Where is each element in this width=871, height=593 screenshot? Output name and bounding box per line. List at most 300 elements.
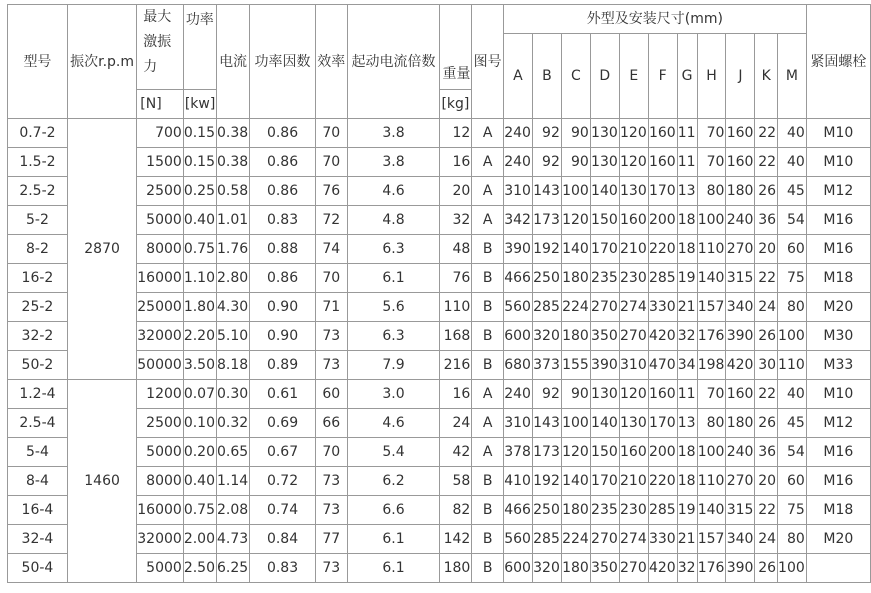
cell-dim-m: 75: [778, 264, 807, 293]
cell-power: 2.20: [183, 322, 216, 351]
cell-power: 1.80: [183, 293, 216, 322]
cell-start-ratio: 6.3: [347, 322, 440, 351]
cell-dim-a: 310: [503, 409, 532, 438]
table-row: [8, 467, 871, 496]
cell-dim-m: 40: [778, 119, 807, 148]
cell-dim-a: 600: [503, 322, 532, 351]
cell-dim-g: 19: [677, 264, 697, 293]
cell-start-ratio: 7.9: [347, 351, 440, 380]
cell-dim-j: 340: [726, 525, 755, 554]
cell-dim-k: 26: [755, 409, 778, 438]
cell-dim-k: 20: [755, 235, 778, 264]
cell-dim-j: 340: [726, 293, 755, 322]
cell-dim-m: 60: [778, 467, 807, 496]
cell-power: 0.40: [183, 467, 216, 496]
cell-force: 1200: [137, 380, 184, 409]
cell-bolt: M18: [806, 496, 870, 525]
cell-dim-b: 373: [532, 351, 561, 380]
cell-force: 2500: [137, 177, 184, 206]
cell-dim-b: 143: [532, 177, 561, 206]
cell-force: 8000: [137, 467, 184, 496]
header-efficiency: 效率: [315, 5, 347, 119]
cell-dim-b: 92: [532, 148, 561, 177]
header-dim-e: E: [619, 34, 648, 119]
header-current: 电流: [216, 5, 249, 119]
cell-dim-h: 100: [697, 206, 726, 235]
cell-dim-c: 90: [561, 380, 590, 409]
table-row: [8, 525, 871, 554]
cell-figure: A: [472, 409, 504, 438]
cell-power-factor: 0.86: [250, 148, 316, 177]
cell-figure: B: [472, 467, 504, 496]
cell-dim-m: 45: [778, 177, 807, 206]
cell-model: 50-4: [8, 554, 68, 583]
cell-dim-j: 390: [726, 554, 755, 583]
cell-dim-g: 21: [677, 525, 697, 554]
cell-bolt: M16: [806, 235, 870, 264]
cell-dim-h: 70: [697, 148, 726, 177]
cell-figure: A: [472, 119, 504, 148]
cell-weight: 16: [440, 380, 472, 409]
cell-efficiency: 60: [315, 380, 347, 409]
cell-dim-a: 240: [503, 148, 532, 177]
cell-start-ratio: 6.2: [347, 467, 440, 496]
cell-current: 0.38: [216, 119, 249, 148]
cell-dim-d: 235: [590, 496, 619, 525]
cell-dim-a: 390: [503, 235, 532, 264]
cell-efficiency: 71: [315, 293, 347, 322]
cell-efficiency: 70: [315, 438, 347, 467]
cell-model: 2.5-2: [8, 177, 68, 206]
cell-figure: B: [472, 322, 504, 351]
cell-figure: B: [472, 293, 504, 322]
cell-dim-c: 90: [561, 119, 590, 148]
cell-efficiency: 73: [315, 496, 347, 525]
cell-current: 2.08: [216, 496, 249, 525]
cell-current: 6.25: [216, 554, 249, 583]
cell-dim-m: 100: [778, 322, 807, 351]
cell-dim-b: 143: [532, 409, 561, 438]
table-row: [8, 554, 871, 583]
cell-power: 1.10: [183, 264, 216, 293]
cell-dim-h: 176: [697, 554, 726, 583]
cell-weight: 180: [440, 554, 472, 583]
cell-start-ratio: 4.6: [347, 177, 440, 206]
cell-dim-g: 19: [677, 496, 697, 525]
cell-dim-f: 330: [648, 293, 677, 322]
cell-dim-g: 32: [677, 322, 697, 351]
cell-dim-d: 235: [590, 264, 619, 293]
header-power: 功率: [183, 5, 216, 90]
cell-dim-f: 170: [648, 409, 677, 438]
cell-dim-k: 22: [755, 496, 778, 525]
cell-dim-c: 180: [561, 554, 590, 583]
cell-efficiency: 66: [315, 409, 347, 438]
table-row: [8, 496, 871, 525]
cell-model: 5-4: [8, 438, 68, 467]
header-dim-h: H: [697, 34, 726, 119]
cell-dim-j: 180: [726, 177, 755, 206]
cell-dim-m: 80: [778, 525, 807, 554]
cell-start-ratio: 5.6: [347, 293, 440, 322]
cell-dim-e: 210: [619, 235, 648, 264]
cell-dim-f: 170: [648, 177, 677, 206]
cell-dim-h: 140: [697, 264, 726, 293]
header-start-ratio: 起动电流倍数: [347, 5, 440, 119]
cell-bolt: M12: [806, 409, 870, 438]
cell-dim-m: 54: [778, 206, 807, 235]
cell-dim-j: 240: [726, 438, 755, 467]
cell-dim-m: 45: [778, 409, 807, 438]
cell-model: 1.2-4: [8, 380, 68, 409]
cell-dim-k: 22: [755, 380, 778, 409]
cell-bolt: M20: [806, 525, 870, 554]
cell-dim-j: 160: [726, 380, 755, 409]
header-dim-a: A: [503, 34, 532, 119]
table-row: [8, 235, 871, 264]
cell-power-factor: 0.67: [250, 438, 316, 467]
cell-model: 32-4: [8, 525, 68, 554]
cell-figure: B: [472, 525, 504, 554]
cell-power-factor: 0.61: [250, 380, 316, 409]
cell-power-factor: 0.86: [250, 264, 316, 293]
cell-dim-c: 180: [561, 496, 590, 525]
cell-dim-g: 11: [677, 148, 697, 177]
cell-current: 0.58: [216, 177, 249, 206]
cell-dim-e: 270: [619, 322, 648, 351]
cell-dim-f: 420: [648, 554, 677, 583]
cell-dim-e: 274: [619, 293, 648, 322]
cell-dim-m: 60: [778, 235, 807, 264]
cell-weight: 168: [440, 322, 472, 351]
cell-dim-e: 160: [619, 206, 648, 235]
cell-dim-h: 80: [697, 409, 726, 438]
cell-current: 4.30: [216, 293, 249, 322]
header-force: [137, 5, 184, 90]
cell-dim-g: 13: [677, 409, 697, 438]
cell-bolt: M12: [806, 177, 870, 206]
cell-start-ratio: 6.1: [347, 264, 440, 293]
cell-force: 50000: [137, 351, 184, 380]
cell-dim-d: 350: [590, 554, 619, 583]
cell-dim-b: 320: [532, 322, 561, 351]
cell-weight: 58: [440, 467, 472, 496]
table-row: [8, 380, 871, 409]
cell-power: 2.50: [183, 554, 216, 583]
table-row: [8, 264, 871, 293]
cell-dim-d: 270: [590, 525, 619, 554]
cell-dim-k: 26: [755, 322, 778, 351]
cell-dim-m: 54: [778, 438, 807, 467]
cell-dim-b: 285: [532, 525, 561, 554]
cell-dim-f: 330: [648, 525, 677, 554]
cell-dim-a: 560: [503, 293, 532, 322]
cell-figure: B: [472, 496, 504, 525]
cell-current: 2.80: [216, 264, 249, 293]
header-dim-f: F: [648, 34, 677, 119]
table-row: [8, 206, 871, 235]
cell-figure: A: [472, 177, 504, 206]
cell-dim-a: 560: [503, 525, 532, 554]
cell-model: 50-2: [8, 351, 68, 380]
cell-dim-a: 240: [503, 380, 532, 409]
cell-dim-d: 130: [590, 119, 619, 148]
cell-dim-k: 36: [755, 438, 778, 467]
cell-power: 0.25: [183, 177, 216, 206]
cell-start-ratio: 6.3: [347, 235, 440, 264]
cell-dim-k: 20: [755, 467, 778, 496]
cell-efficiency: 73: [315, 322, 347, 351]
cell-dim-j: 270: [726, 467, 755, 496]
cell-start-ratio: 6.1: [347, 554, 440, 583]
cell-figure: A: [472, 148, 504, 177]
table-row: [8, 322, 871, 351]
cell-dim-b: 92: [532, 119, 561, 148]
cell-efficiency: 73: [315, 351, 347, 380]
cell-force: 1500: [137, 148, 184, 177]
cell-dim-d: 350: [590, 322, 619, 351]
cell-power-factor: 0.86: [250, 119, 316, 148]
cell-dim-c: 155: [561, 351, 590, 380]
cell-force: 25000: [137, 293, 184, 322]
table-row: [8, 293, 871, 322]
cell-dim-d: 130: [590, 380, 619, 409]
cell-dim-e: 270: [619, 554, 648, 583]
cell-force: 5000: [137, 438, 184, 467]
cell-dim-k: 24: [755, 293, 778, 322]
cell-model: 8-4: [8, 467, 68, 496]
cell-dim-e: 120: [619, 119, 648, 148]
table-row: [8, 409, 871, 438]
cell-power: 0.15: [183, 119, 216, 148]
cell-weight: 42: [440, 438, 472, 467]
cell-weight: 142: [440, 525, 472, 554]
cell-weight: 32: [440, 206, 472, 235]
cell-figure: B: [472, 554, 504, 583]
cell-dim-f: 160: [648, 119, 677, 148]
cell-dim-d: 270: [590, 293, 619, 322]
cell-force: 16000: [137, 264, 184, 293]
cell-dim-h: 110: [697, 235, 726, 264]
cell-speed: 2870: [67, 119, 136, 380]
cell-bolt: M18: [806, 264, 870, 293]
header-figure: 图号: [472, 5, 504, 119]
cell-dim-e: 130: [619, 177, 648, 206]
cell-weight: 20: [440, 177, 472, 206]
cell-dim-g: 11: [677, 380, 697, 409]
table-row: [8, 148, 871, 177]
table-row: [8, 119, 871, 148]
cell-bolt: M20: [806, 293, 870, 322]
cell-figure: A: [472, 438, 504, 467]
table-row: [8, 351, 871, 380]
cell-power: 0.75: [183, 496, 216, 525]
cell-model: 8-2: [8, 235, 68, 264]
cell-dim-a: 240: [503, 119, 532, 148]
cell-current: 5.10: [216, 322, 249, 351]
cell-dim-h: 157: [697, 293, 726, 322]
header-force-line2: 激振: [143, 34, 172, 50]
cell-dim-e: 130: [619, 409, 648, 438]
cell-weight: 216: [440, 351, 472, 380]
cell-dim-h: 176: [697, 322, 726, 351]
cell-dim-k: 26: [755, 177, 778, 206]
cell-efficiency: 72: [315, 206, 347, 235]
header-model: 型号: [8, 5, 68, 119]
cell-current: 0.65: [216, 438, 249, 467]
cell-dim-f: 220: [648, 235, 677, 264]
cell-start-ratio: 5.4: [347, 438, 440, 467]
cell-dim-h: 100: [697, 438, 726, 467]
cell-dim-k: 36: [755, 206, 778, 235]
cell-efficiency: 76: [315, 177, 347, 206]
cell-dim-f: 200: [648, 206, 677, 235]
cell-bolt: M33: [806, 351, 870, 380]
cell-bolt: [806, 554, 870, 583]
cell-model: 0.7-2: [8, 119, 68, 148]
cell-dim-d: 140: [590, 177, 619, 206]
header-dimensions: 外型及安装尺寸(mm): [503, 5, 806, 34]
header-speed: 振次r.p.m: [67, 5, 136, 119]
cell-power: 0.10: [183, 409, 216, 438]
cell-force: 32000: [137, 525, 184, 554]
header-force-line3: 力: [143, 59, 158, 75]
cell-dim-c: 100: [561, 409, 590, 438]
cell-current: 0.30: [216, 380, 249, 409]
cell-current: 0.38: [216, 148, 249, 177]
cell-dim-e: 210: [619, 467, 648, 496]
cell-dim-c: 180: [561, 264, 590, 293]
cell-dim-k: 22: [755, 264, 778, 293]
cell-force: 16000: [137, 496, 184, 525]
cell-dim-e: 120: [619, 148, 648, 177]
cell-dim-f: 285: [648, 264, 677, 293]
cell-dim-k: 22: [755, 148, 778, 177]
cell-dim-k: 22: [755, 119, 778, 148]
cell-power: 2.00: [183, 525, 216, 554]
cell-dim-c: 100: [561, 177, 590, 206]
cell-dim-g: 32: [677, 554, 697, 583]
cell-bolt: M30: [806, 322, 870, 351]
cell-bolt: M16: [806, 206, 870, 235]
cell-model: 25-2: [8, 293, 68, 322]
spec-table: [7, 4, 871, 583]
cell-dim-j: 240: [726, 206, 755, 235]
cell-dim-m: 40: [778, 148, 807, 177]
cell-power-factor: 0.90: [250, 322, 316, 351]
cell-power-factor: 0.74: [250, 496, 316, 525]
cell-weight: 12: [440, 119, 472, 148]
cell-model: 16-4: [8, 496, 68, 525]
cell-weight: 16: [440, 148, 472, 177]
cell-power-factor: 0.72: [250, 467, 316, 496]
cell-dim-e: 230: [619, 496, 648, 525]
cell-dim-c: 120: [561, 438, 590, 467]
cell-current: 1.76: [216, 235, 249, 264]
cell-force: 5000: [137, 206, 184, 235]
cell-dim-g: 18: [677, 206, 697, 235]
cell-dim-g: 18: [677, 438, 697, 467]
cell-model: 16-2: [8, 264, 68, 293]
cell-efficiency: 77: [315, 525, 347, 554]
cell-dim-a: 410: [503, 467, 532, 496]
table-row: [8, 438, 871, 467]
cell-dim-g: 11: [677, 119, 697, 148]
cell-bolt: M16: [806, 438, 870, 467]
cell-weight: 82: [440, 496, 472, 525]
cell-dim-f: 470: [648, 351, 677, 380]
cell-dim-d: 150: [590, 438, 619, 467]
cell-dim-k: 24: [755, 525, 778, 554]
cell-dim-c: 224: [561, 525, 590, 554]
cell-figure: B: [472, 351, 504, 380]
cell-model: 2.5-4: [8, 409, 68, 438]
header-dim-c: C: [561, 34, 590, 119]
cell-force: 5000: [137, 554, 184, 583]
cell-dim-c: 90: [561, 148, 590, 177]
cell-dim-f: 200: [648, 438, 677, 467]
cell-dim-g: 18: [677, 467, 697, 496]
cell-dim-b: 192: [532, 467, 561, 496]
cell-dim-a: 680: [503, 351, 532, 380]
cell-dim-e: 274: [619, 525, 648, 554]
cell-current: 8.18: [216, 351, 249, 380]
header-weight-unit: [kg]: [440, 90, 472, 119]
cell-dim-j: 390: [726, 322, 755, 351]
cell-dim-j: 160: [726, 119, 755, 148]
cell-dim-h: 157: [697, 525, 726, 554]
cell-start-ratio: 3.8: [347, 148, 440, 177]
cell-power: 0.75: [183, 235, 216, 264]
cell-model: 1.5-2: [8, 148, 68, 177]
cell-dim-m: 110: [778, 351, 807, 380]
cell-dim-h: 110: [697, 467, 726, 496]
cell-dim-d: 150: [590, 206, 619, 235]
cell-start-ratio: 6.6: [347, 496, 440, 525]
cell-efficiency: 73: [315, 554, 347, 583]
cell-start-ratio: 3.0: [347, 380, 440, 409]
cell-force: 32000: [137, 322, 184, 351]
cell-bolt: M10: [806, 148, 870, 177]
header-dim-b: B: [532, 34, 561, 119]
cell-dim-a: 600: [503, 554, 532, 583]
header-dim-k: K: [755, 34, 778, 119]
cell-current: 1.14: [216, 467, 249, 496]
cell-dim-j: 160: [726, 148, 755, 177]
cell-dim-h: 70: [697, 119, 726, 148]
cell-power-factor: 0.84: [250, 525, 316, 554]
cell-figure: A: [472, 380, 504, 409]
cell-dim-b: 173: [532, 206, 561, 235]
header-dim-d: D: [590, 34, 619, 119]
cell-power-factor: 0.86: [250, 177, 316, 206]
cell-dim-a: 378: [503, 438, 532, 467]
cell-dim-b: 285: [532, 293, 561, 322]
cell-dim-m: 40: [778, 380, 807, 409]
cell-start-ratio: 4.6: [347, 409, 440, 438]
cell-efficiency: 74: [315, 235, 347, 264]
cell-weight: 48: [440, 235, 472, 264]
cell-dim-f: 160: [648, 380, 677, 409]
cell-efficiency: 73: [315, 467, 347, 496]
cell-dim-d: 140: [590, 409, 619, 438]
cell-dim-e: 310: [619, 351, 648, 380]
cell-dim-b: 250: [532, 496, 561, 525]
cell-dim-d: 130: [590, 148, 619, 177]
cell-dim-e: 230: [619, 264, 648, 293]
cell-power: 0.20: [183, 438, 216, 467]
cell-dim-e: 160: [619, 438, 648, 467]
